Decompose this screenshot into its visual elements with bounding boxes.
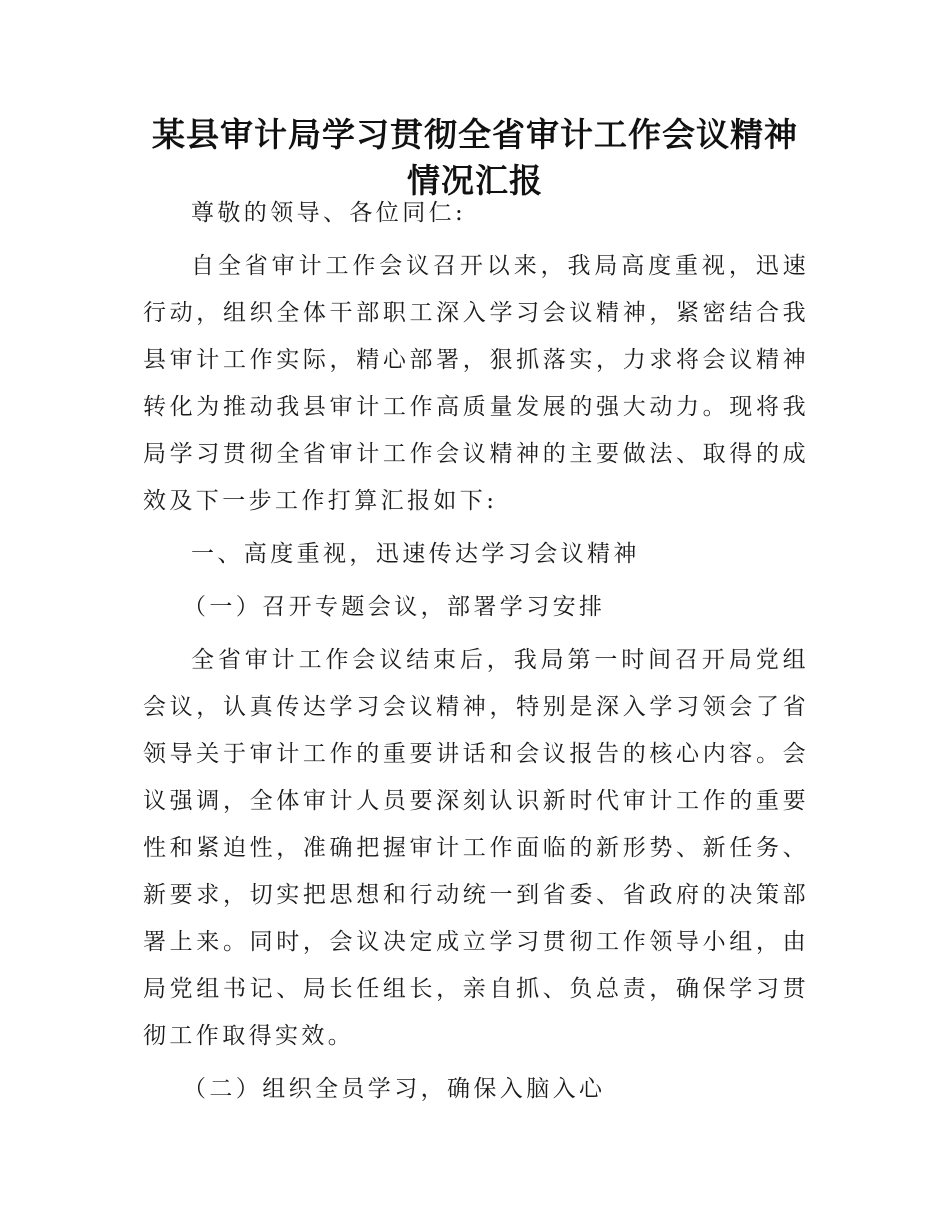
- section-heading-1: 一、高度重视，迅速传达学习会议精神: [191, 541, 640, 567]
- document-title: 某县审计局学习贯彻全省审计工作会议精神情况汇报: [152, 115, 798, 200]
- subsection-1-paragraph: 全省审计工作会议结束后，我局第一时间召开局党组会议，认真传达学习会议精神，特别是深入学习领会了省领导关于审计工作的重要讲话和会议报告的核心内容。会议强调，全体审计人员要深刻认识新时代审计工作的重要性和紧迫性，准确把握审计工作面临的新形势、新任务、新要求，切实把思想和行动统一到省委、省政府的决策部署上来。同时，会议决定成立学习贯彻工作领导小组，由局党组书记、局长任组长，亲自抓、负总责，确保学习贯彻工作取得实效。: [143, 647, 809, 1049]
- salutation: 尊敬的领导、各位同仁:: [191, 200, 467, 226]
- intro-paragraph: 自全省审计工作会议召开以来，我局高度重视，迅速行动，组织全体干部职工深入学习会议精神，紧密结合我县审计工作实际，精心部署，狠抓落实，力求将会议精神转化为推动我县审计工作高质量发展的强大动力。现将我局学习贯彻全省审计工作会议精神的主要做法、取得的成效及下一步工作打算汇报如下:: [143, 253, 809, 514]
- subsection-heading-2: （二）组织全员学习，确保入脑入心: [183, 1076, 606, 1102]
- document-body: [143, 190, 809, 1119]
- subsection-heading-1: （一）召开专题会议，部署学习安排: [183, 594, 606, 620]
